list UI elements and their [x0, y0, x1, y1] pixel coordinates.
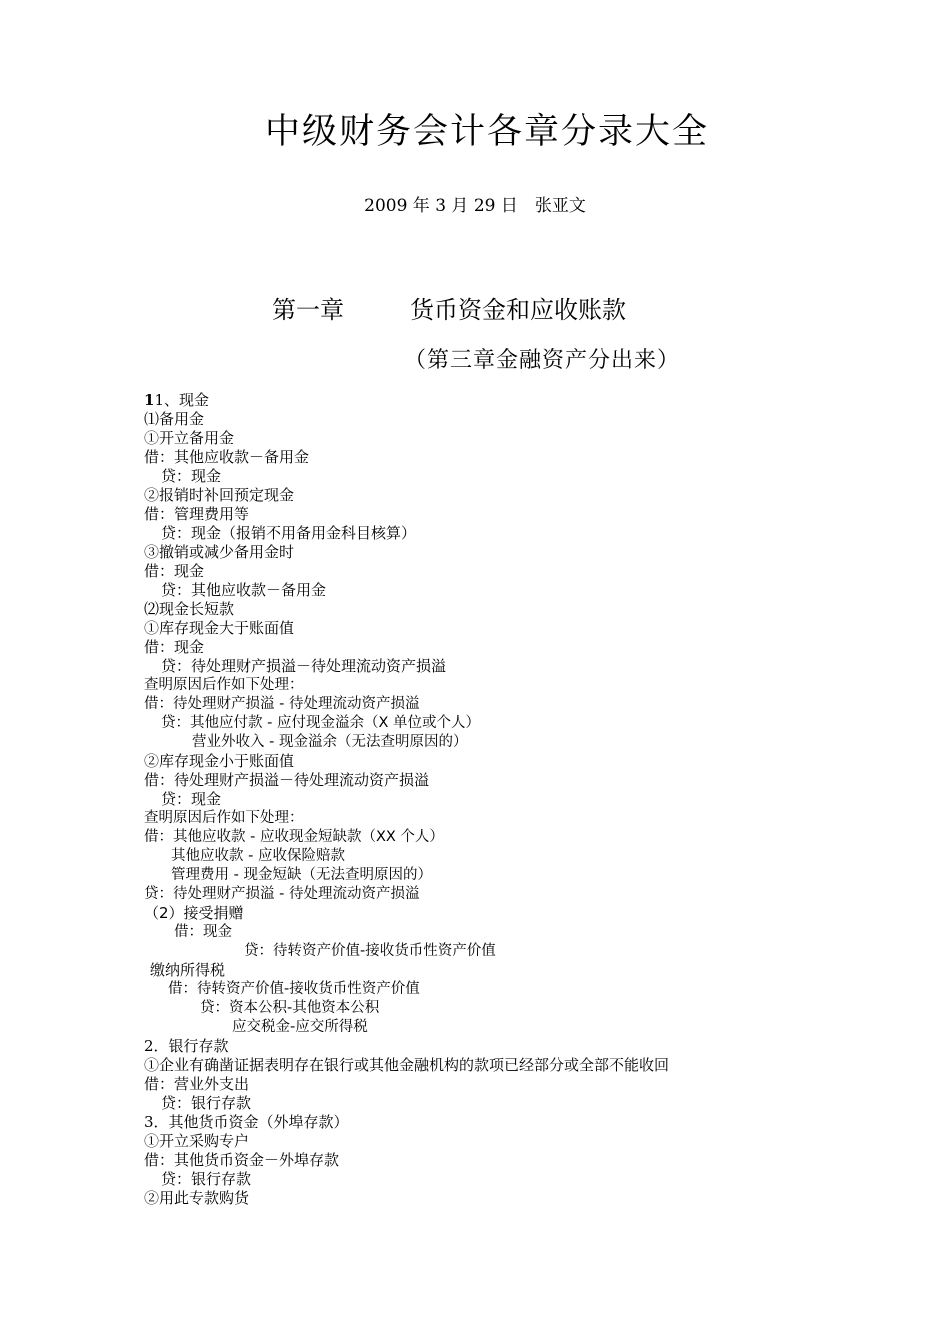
date-author: 2009 年 3 月 29 日 张亚文	[364, 196, 586, 216]
text-line: 贷：现金	[161, 467, 222, 485]
text-line: 贷：待处理财产损溢 - 待处理流动资产损溢	[144, 886, 420, 902]
text-line: 借：其他应收款－备用金	[144, 448, 310, 466]
text-line: 借：现金	[144, 638, 205, 656]
text-line: ⑵现金长短款	[144, 600, 235, 618]
text-line: 借：其他货币资金－外埠存款	[144, 1151, 340, 1169]
text-line: 营业外收入 - 现金溢余（无法查明原因的）	[192, 734, 468, 750]
text-line: ①开立采购专户	[144, 1132, 250, 1150]
section-heading: 2．银行存款	[144, 1037, 229, 1055]
text-line: 借：待处理财产损溢 - 待处理流动资产损溢	[144, 696, 420, 712]
document-title: 中级财务会计各章分录大全	[264, 112, 709, 152]
text-line: 借：营业外支出	[144, 1075, 250, 1093]
text-line: 查明原因后作如下处理：	[144, 677, 304, 693]
chapter-subtitle: （第三章金融资产分出来）	[404, 348, 681, 373]
text-line: ③撤销或减少备用金时	[144, 543, 295, 561]
chapter-name: 货币资金和应收账款	[410, 296, 626, 324]
text-line: 借：其他应收款 - 应收现金短缺款（XX 个人）	[144, 829, 444, 845]
text-line: 借：现金	[174, 924, 232, 940]
text-line: ①开立备用金	[144, 429, 235, 447]
text-line: 贷：现金（报销不用备用金科目核算）	[161, 524, 417, 542]
text-line: 贷：其他应收款－备用金	[161, 581, 327, 599]
text-line: 借：现金	[144, 562, 205, 580]
text-line: ①企业有确凿证据表明存在银行或其他金融机构的款项已经部分或全部不能收回	[144, 1056, 670, 1074]
chapter-heading	[272, 290, 626, 325]
text-line: 借：待转资产价值-接收货币性资产价值	[168, 981, 420, 997]
section-heading: 11、现金	[144, 391, 209, 409]
text-line: 贷：待转资产价值-接收货币性资产价值	[244, 943, 496, 959]
text-line: 借：待处理财产损溢－待处理流动资产损溢	[144, 771, 430, 789]
text-line: 管理费用 - 现金短缺（无法查明原因的）	[171, 867, 432, 883]
text-line: 贷：待处理财产损溢－待处理流动资产损溢	[161, 657, 447, 675]
text-line: 贷：其他应付款 - 应付现金溢余（X 单位或个人）	[161, 715, 480, 731]
text-line: ⑴备用金	[144, 410, 205, 428]
text-line: 贷：银行存款	[161, 1094, 252, 1112]
text-line: ②报销时补回预定现金	[144, 486, 295, 504]
text-line: 查明原因后作如下处理：	[144, 810, 304, 826]
text-line: 应交税金-应交所得税	[232, 1019, 368, 1035]
text-line: ①库存现金大于账面值	[144, 619, 295, 637]
text-line: 贷：资本公积-其他资本公积	[200, 1000, 380, 1016]
text-line: 其他应收款 - 应收保险赔款	[171, 848, 345, 864]
text-line: 借：管理费用等	[144, 505, 250, 523]
document-body	[144, 391, 924, 1208]
text-line: （2）接受捐赠	[144, 904, 244, 922]
text-line: 缴纳所得税	[150, 961, 226, 979]
text-line: ②库存现金小于账面值	[144, 752, 295, 770]
chapter-number: 第一章	[272, 296, 344, 324]
text-line: 贷：银行存款	[161, 1170, 252, 1188]
section-heading: 3．其他货币资金（外埠存款）	[144, 1113, 349, 1131]
text-line: ②用此专款购货	[144, 1189, 250, 1207]
text-line: 贷：现金	[161, 790, 222, 808]
